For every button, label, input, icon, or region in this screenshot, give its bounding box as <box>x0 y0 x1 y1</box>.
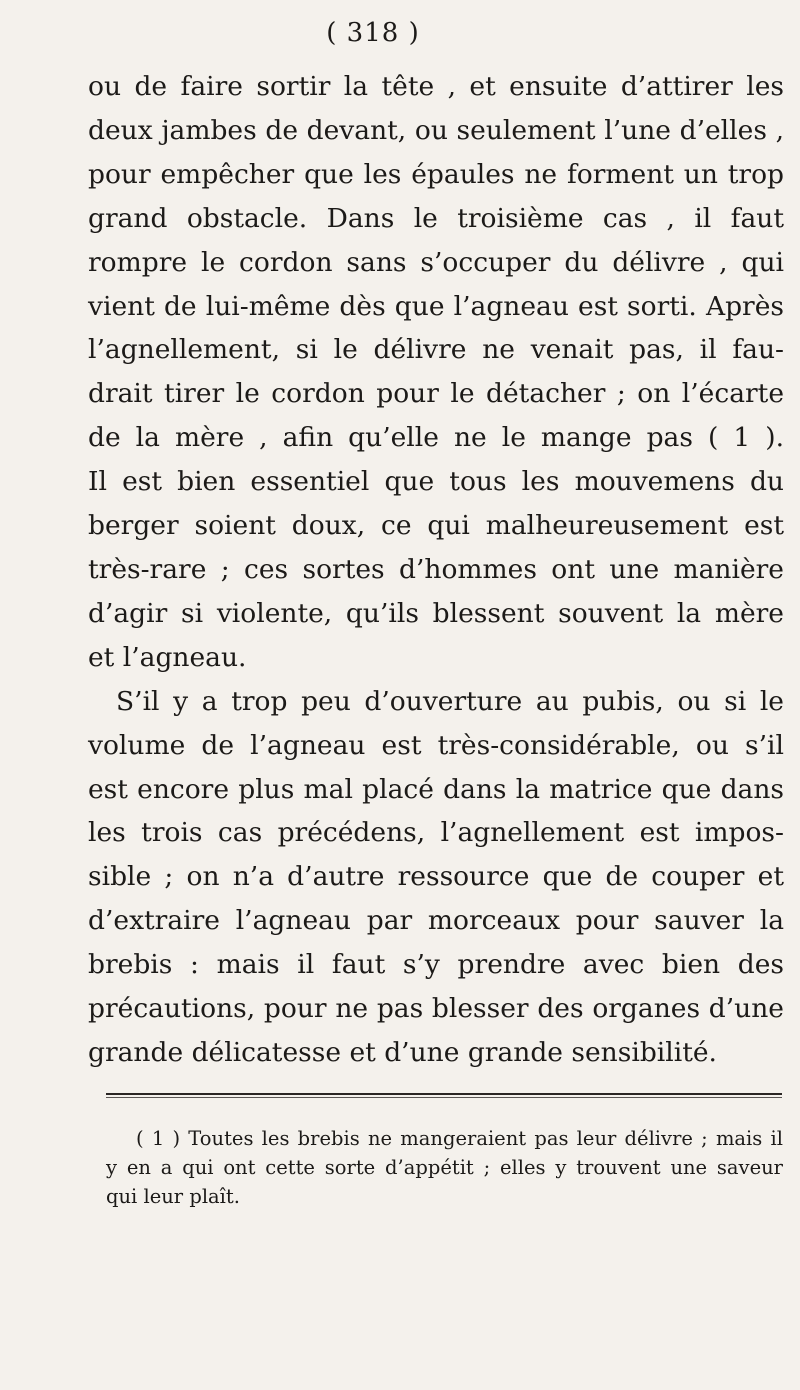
body-text <box>88 65 784 1075</box>
text-line: grand obstacle. Dans le troisième cas , il faut <box>88 202 784 234</box>
text-line: rompre le cordon sans s’occuper du délivre , qui <box>88 246 784 278</box>
footnote-line: qui leur plaît. <box>106 1185 240 1208</box>
text-line: l’agnellement, si le délivre ne venait pas, il fau- <box>88 334 784 366</box>
page-number: ( 318 ) <box>326 18 420 48</box>
text-line: berger soient doux, ce qui malheureusement est <box>88 510 784 542</box>
footnote <box>106 1124 783 1211</box>
footnote-divider <box>106 1093 782 1095</box>
text-line: pour empêcher que les épaules ne forment un trop <box>88 158 784 190</box>
text-line: volume de l’agneau est très-considérable, ou s’il <box>88 729 784 761</box>
footnote-divider-thin <box>106 1097 782 1098</box>
text-line: et l’agneau. <box>88 641 247 673</box>
paragraph-start-line: S’il y a trop peu d’ouverture au pubis, ou si le <box>116 685 784 717</box>
text-line: drait tirer le cordon pour le détacher ; on l’écarte <box>88 378 784 410</box>
text-line: grande délicatesse et d’une grande sensibilité. <box>88 1036 717 1068</box>
text-line: deux jambes de devant, ou seulement l’une d’elles , <box>88 114 784 146</box>
text-line: sible ; on n’a d’autre ressource que de couper et <box>88 861 784 893</box>
text-line: brebis : mais il faut s’y prendre avec bien des <box>88 949 784 981</box>
text-line: de la mère , afin qu’elle ne le mange pas ( 1 ). <box>88 422 784 454</box>
text-line: ou de faire sortir la tête , et ensuite d’attirer les <box>88 71 784 102</box>
text-line: d’extraire l’agneau par morceaux pour sauver la <box>88 905 784 937</box>
text-line: vient de lui-même dès que l’agneau est sorti. Après <box>88 290 784 322</box>
text-line: est encore plus mal placé dans la matrice que dans <box>88 773 784 805</box>
footnote-line: ( 1 ) Toutes les brebis ne mangeraient pas leur délivre ; mais il <box>136 1127 783 1150</box>
text-line: précautions, pour ne pas blesser des organes d’une <box>88 993 784 1025</box>
text-line: d’agir si violente, qu’ils blessent souvent la mère <box>88 597 784 629</box>
text-line: Il est bien essentiel que tous les mouvemens du <box>88 466 784 498</box>
text-line: les trois cas précédens, l’agnellement est impos- <box>88 817 784 849</box>
footnote-line: y en a qui ont cette sorte d’appétit ; elles y trouvent une saveur <box>106 1156 783 1179</box>
text-line: très-rare ; ces sortes d’hommes ont une manière <box>88 553 784 585</box>
